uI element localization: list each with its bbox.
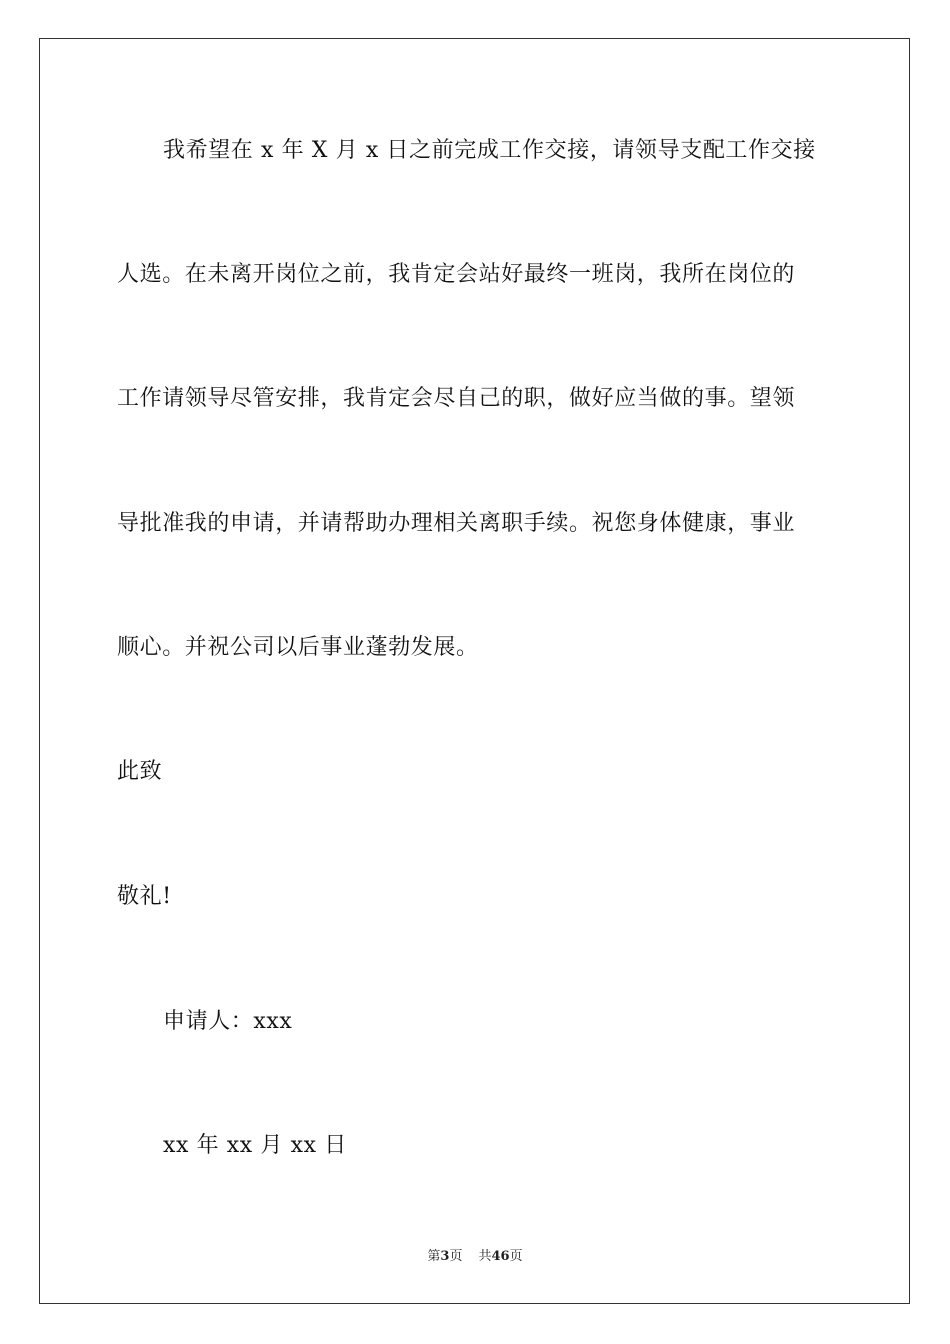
page-frame — [39, 38, 910, 1304]
closing-regards: 敬礼! — [117, 884, 172, 909]
paragraph-line-5: 顺心。并祝公司以后事业蓬勃发展。 — [117, 635, 479, 660]
footer-total-suffix: 页 — [509, 1249, 523, 1264]
paragraph-line-3: 工作请领导尽管安排，我肯定会尽自己的职，做好应当做的事。望领 — [117, 386, 796, 411]
closing-salutation: 此致 — [117, 759, 163, 784]
footer-total-pages: 46 — [491, 1249, 510, 1264]
footer-page-prefix: 第 — [427, 1249, 441, 1264]
applicant-signature: 申请人：xxx — [163, 1009, 293, 1034]
footer-page-number: 3 — [440, 1249, 450, 1264]
page-footer — [0, 1247, 950, 1267]
paragraph-line-4: 导批准我的申请，并请帮助办理相关离职手续。祝您身体健康，事业 — [117, 511, 796, 536]
footer-total-prefix: 共 — [478, 1249, 492, 1264]
paragraph-line-2: 人选。在未离开岗位之前，我肯定会站好最终一班岗，我所在岗位的 — [117, 262, 796, 287]
paragraph-line-1: 我希望在 x 年 X 月 x 日之前完成工作交接，请领导支配工作交接 — [163, 138, 816, 163]
letter-date: xx 年 xx 月 xx 日 — [163, 1133, 347, 1158]
footer-page-suffix: 页 — [449, 1249, 463, 1264]
